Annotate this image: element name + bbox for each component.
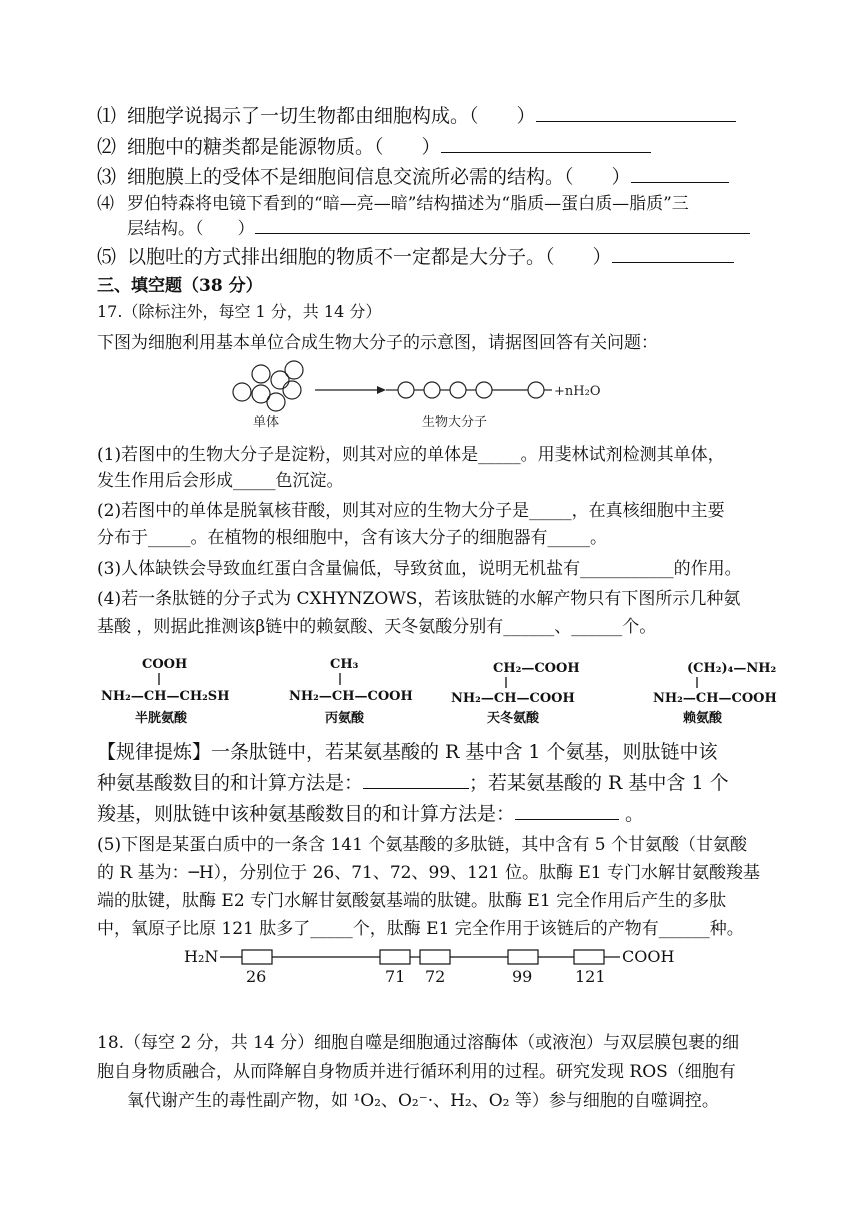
monomer-circle [285, 361, 303, 379]
q17-part1-b: 发生作用后会形成_____色沉淀。 [97, 471, 344, 491]
glycine-box [574, 950, 604, 964]
monomer-circle [267, 393, 285, 411]
polymer-unit [476, 382, 492, 398]
tf-item-4: ⑷ 罗伯特森将电镜下看到的“暗—亮—暗”结构描述为“脂质—蛋白质—脂质”三 [97, 194, 689, 214]
polymer-unit [528, 382, 544, 398]
answer-blank[interactable] [515, 802, 619, 820]
answer-blank[interactable] [631, 165, 729, 183]
aa-main-chain: NH₂—CH—COOH [653, 691, 777, 706]
answer-blank[interactable] [536, 104, 736, 122]
q18-line-a: 18.（每空 2 分，共 14 分）细胞自噬是细胞通过溶酶体（或液泡）与双层膜包裹的细 [97, 1033, 740, 1053]
polymer-label: 生物大分子 [422, 415, 488, 430]
tf-item-2: ⑵ 细胞中的糖类都是能源物质。（ ） [97, 132, 651, 159]
aa-top-group: CH₂—COOH [493, 661, 580, 676]
q17-intro: 下图为细胞利用基本单位合成生物大分子的示意图，请据图回答有关问题： [97, 333, 658, 353]
q17-part4-a: (4)若一条肽链的分子式为 CXHYNZOWS，若该肽链的水解产物只有下图所示几种氨 [97, 589, 741, 609]
peptide-chain-diagram [180, 942, 700, 990]
glycine-box [508, 950, 538, 964]
position-label: 121 [575, 967, 606, 986]
monomer-circle [283, 381, 301, 399]
amino-terminus: H₂N [184, 947, 219, 966]
glycine-box [420, 950, 450, 964]
polymer-unit [424, 382, 440, 398]
polymer-unit [398, 382, 414, 398]
amino-acid-structures [97, 650, 797, 730]
rule-summary-b: 种氨基酸数目的和计算方法是： ；若某氨基酸的 R 基中含 1 个 [97, 772, 729, 794]
aa-main-chain: NH₂—CH—COOH [451, 691, 575, 706]
q17-part2-a: (2)若图中的单体是脱氧核苷酸，则其对应的生物大分子是_____，在真核细胞中主要 [97, 501, 725, 521]
answer-blank[interactable] [255, 216, 750, 234]
q17-part5-c: 端的肽键，肽酶 E2 专门水解甘氨酸氨基端的肽键。肽酶 E1 完全作用后产生的多肽 [97, 891, 727, 911]
aa-main-chain: NH₂—CH—COOH [289, 689, 413, 704]
answer-blank[interactable] [363, 771, 469, 789]
glycine-box [242, 950, 272, 964]
aa-top-group: (CH₂)₄—NH₂ [687, 661, 777, 676]
rule-summary-c: 羧基，则肽链中该种氨基酸数目的和计算方法是： 。 [97, 803, 645, 825]
q17-part4-b: 基酸 ，则据此推测该β链中的赖氨酸、天冬氨酸分别有______、______个。 [97, 617, 657, 637]
q17-part1-a: (1)若图中的生物大分子是淀粉，则其对应的单体是_____。用斐林试剂检测其单体， [97, 445, 725, 465]
position-label: 26 [246, 967, 267, 986]
q17-part3: (3)人体缺铁会导致血红蛋白含量偏低，导致贫血，说明无机盐有___________的作用。 [97, 559, 742, 579]
aa-name-aspartate: 天冬氨酸 [487, 711, 540, 726]
q18-line-c: 氧代谢产生的毒性副产物，如 ¹O₂、O₂⁻·、H₂、O₂ 等）参与细胞的自噬调控。 [127, 1091, 719, 1111]
water-label: +nH₂O [554, 384, 601, 399]
polymer-unit [450, 382, 466, 398]
tf-item-4-cont: 层结构。（ ） [127, 214, 750, 239]
position-label: 71 [385, 967, 406, 986]
aa-main-chain: NH₂—CH—CH₂SH [101, 689, 230, 704]
arrow-head [377, 386, 386, 394]
position-label: 99 [512, 967, 533, 986]
position-label: 72 [425, 967, 446, 986]
q18-line-b: 胞自身物质融合，从而降解自身物质并进行循环利用的过程。研究发现 ROS（细胞有 [97, 1062, 736, 1082]
tf-item-3: ⑶ 细胞膜上的受体不是细胞间信息交流所必需的结构。（ ） [97, 162, 729, 189]
monomer-circle [233, 383, 251, 401]
monomer-circle [252, 365, 270, 383]
q17-part5-b: 的 R 基为：─H），分别位于 26、71、72、99、121 位。肽酶 E1 专门水解甘氨酸羧基 [97, 863, 760, 883]
monomer-label: 单体 [253, 415, 280, 430]
q17-part5-d: 中，氧原子比原 121 肽多了_____个，肽酶 E1 完全作用于该链后的产物有______种。 [97, 919, 744, 939]
tf-item-1: ⑴ 细胞学说揭示了一切生物都由细胞构成。（ ） [97, 101, 736, 128]
section-title: 三、填空题（38 分） [97, 276, 263, 296]
aa-name-alanine: 丙氨酸 [325, 711, 365, 726]
answer-blank[interactable] [612, 245, 734, 263]
rule-summary-a: 【规律提炼】一条肽链中，若某氨基酸的 R 基中含 1 个氨基，则肽链中该 [97, 741, 718, 763]
q17-part2-b: 分布于_____。在植物的根细胞中，含有该大分子的细胞器有_____。 [97, 528, 607, 548]
answer-blank[interactable] [441, 135, 651, 153]
aa-name-cysteine: 半胱氨酸 [135, 711, 188, 726]
q17-header: 17.（除标注外，每空 1 分，共 14 分） [97, 302, 382, 321]
carboxyl-terminus: COOH [622, 947, 675, 966]
aa-top-group: CH₃ [330, 657, 359, 672]
aa-name-lysine: 赖氨酸 [683, 711, 723, 726]
glycine-box [380, 950, 410, 964]
tf-item-5: ⑸ 以胞吐的方式排出细胞的物质不一定都是大分子。（ ） [97, 242, 734, 269]
q17-part5-a: (5)下图是某蛋白质中的一条含 141 个氨基酸的多肽链，其中含有 5 个甘氨酸（甘氨酸 [97, 835, 747, 855]
aa-top-group: COOH [142, 657, 188, 672]
polymerization-diagram [220, 358, 620, 434]
